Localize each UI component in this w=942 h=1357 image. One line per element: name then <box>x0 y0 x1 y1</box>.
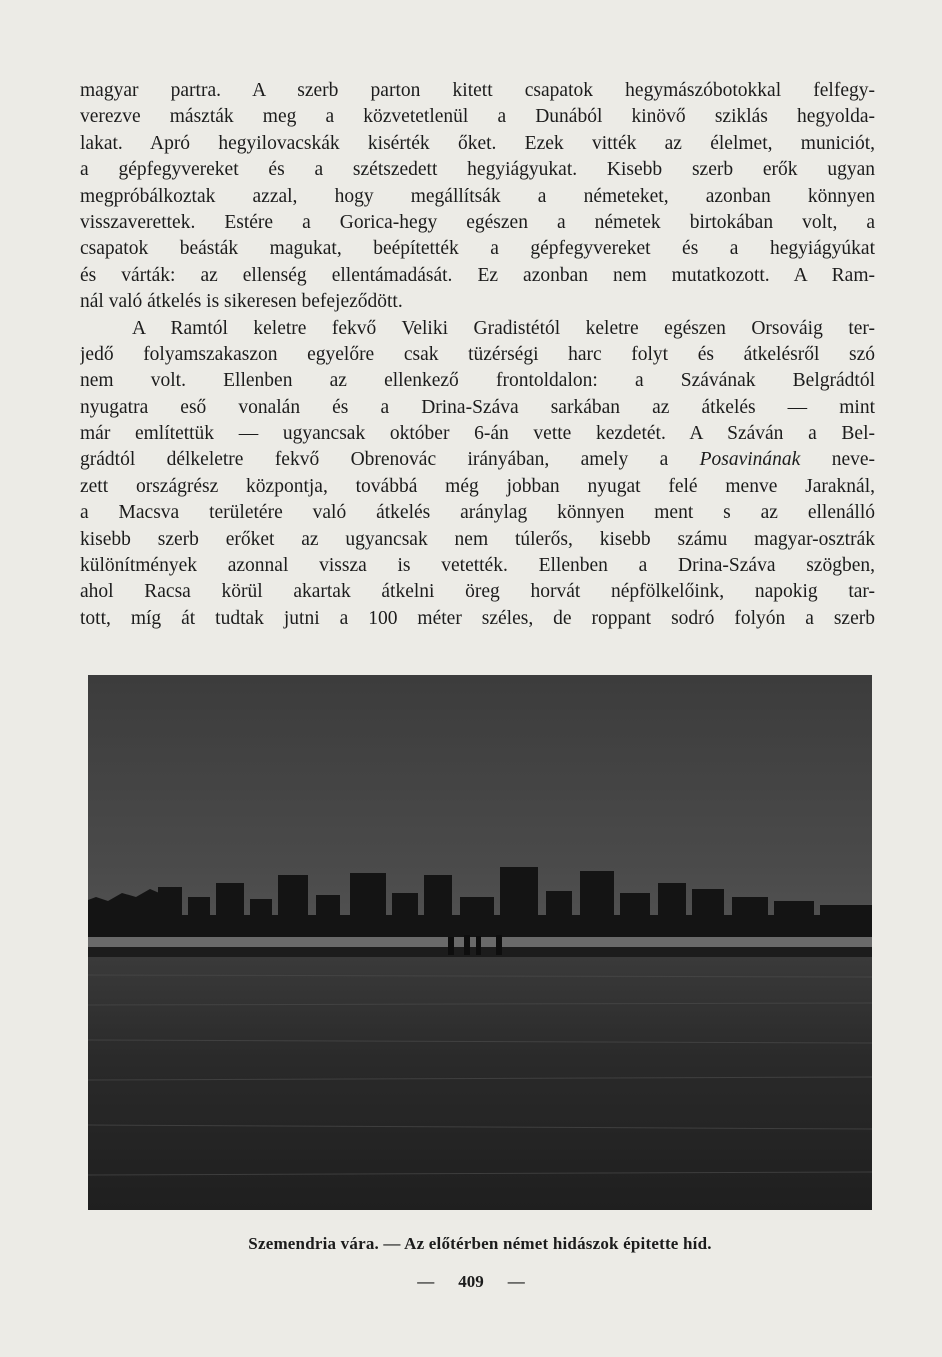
page-number <box>0 1272 942 1292</box>
text-line: különítmények azonnal vissza is vetették. Ellenben a Drina-Száva szögben, <box>80 555 875 577</box>
page-number-dash-left: — <box>417 1272 435 1291</box>
figure-caption: Szemendria vára. — Az előtérben német hidászok épitette híd. <box>248 1234 712 1253</box>
text-line: verezve mászták meg a közvetetlenül a Dunából kinövő sziklás hegyolda- <box>80 106 875 128</box>
page-number-value: 409 <box>458 1272 484 1291</box>
body-text <box>80 78 875 632</box>
text-line: zett országrész központja, továbbá még jobban nyugat felé menve Jaraknál, <box>80 475 875 497</box>
text-line: kisebb szerb erőket az ugyancsak nem túlerős, kisebb számu magyar-osztrák <box>80 528 875 550</box>
text-line-head: grádtól délkeletre fekvő Obrenovác irányában, amely a <box>80 449 700 471</box>
text-line: már említettük — ugyancsak október 6-án vette kezdetét. A Száván a Bel- <box>80 423 875 445</box>
text-line: visszaverettek. Estére a Gorica-hegy egészen a németek birtokában volt, a <box>80 211 875 233</box>
italic-place-name: Posavinának <box>699 449 801 471</box>
text-line: megpróbálkoztak azzal, hogy megállítsák a németeket, azonban könnyen <box>80 185 875 207</box>
text-line: jedő folyamszakaszon egyelőre csak tüzérségi harc folyt és átkelésről szó <box>80 343 875 365</box>
text-line: A Ramtól keletre fekvő Veliki Gradistétól keletre egészen Orsováig ter- <box>132 317 875 339</box>
text-line: magyar partra. A szerb parton kitett csapatok hegymászóbotokkal felfegy- <box>80 80 875 101</box>
text-line: tott, míg át tudtak jutni a 100 méter széles, de roppant sodró folyón a szerb <box>80 607 875 629</box>
text-line: csapatok beásták magukat, beépítették a gépfegyvereket és a hegyiágyúkat <box>80 238 875 260</box>
text-line-tail: neve- <box>800 449 875 471</box>
text-line: a gépfegyvereket és a szétszedett hegyiágyukat. Kisebb szerb erők ugyan <box>80 159 875 181</box>
text-line: nem volt. Ellenben az ellenkező frontoldalon: a Szávának Belgrádtól <box>80 370 875 392</box>
fortress-photograph <box>88 675 872 1210</box>
text-line-with-italic <box>80 447 875 473</box>
text-line: lakat. Apró hegyilovacskák kisérték őket. Ezek vitték az élelmet, municiót, <box>80 132 875 154</box>
text-line: nál való átkelés is sikeresen befejeződött. <box>80 291 403 313</box>
text-line: nyugatra eső vonalán és a Drina-Száva sarkában az átkelés — mint <box>80 396 875 418</box>
page-number-dash-right: — <box>507 1272 525 1291</box>
text-line: ahol Racsa körül akartak átkelni öreg horvát népfölkelőink, napokig tar- <box>80 581 875 603</box>
text-line: a Macsva területére való átkelés aránylag könnyen ment s az ellenálló <box>80 502 875 524</box>
text-line: és várták: az ellenség ellentámadását. Ez azonban nem mutatkozott. A Ram- <box>80 264 875 286</box>
